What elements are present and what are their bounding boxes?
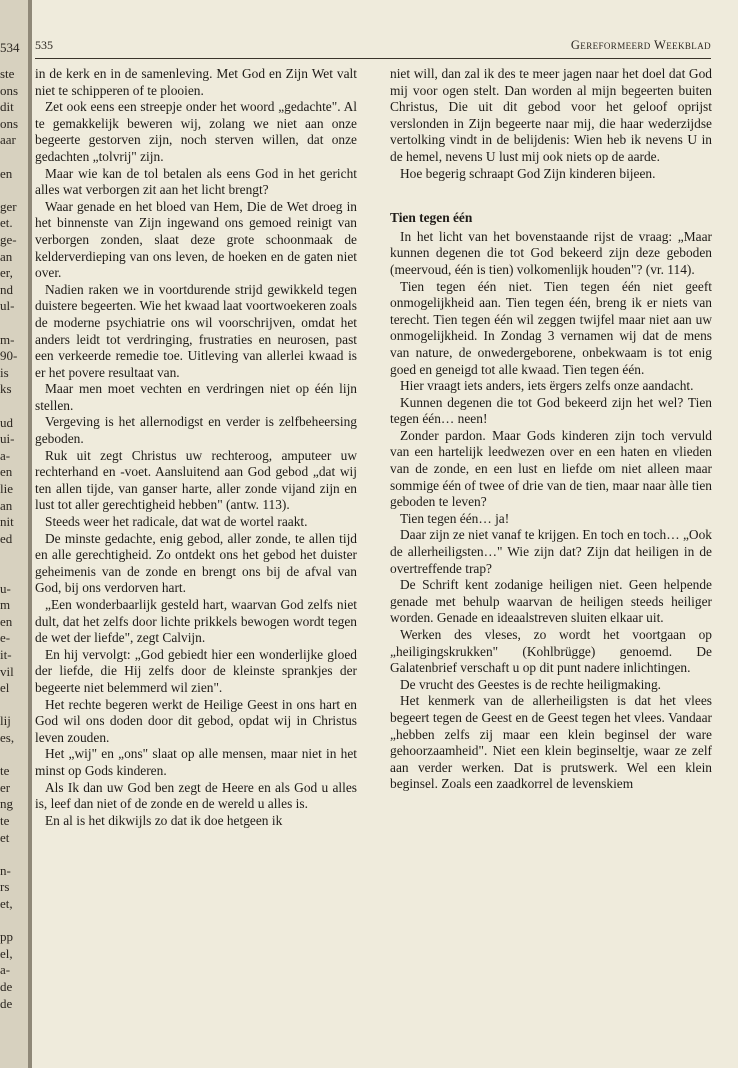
fragment-text: an [0,248,13,264]
fragment-text: de [0,995,13,1011]
fragment-text: is [0,364,9,380]
paragraph: Zonder pardon. Maar Gods kinderen zijn toch vervuld van een hartelijk leedwezen over en een haten en vlieden van de zonde, en een lust en liefde om niet alleen maar sommige één of twee of drie van de tien, maar naar àlle tien geboden te leven? [390,427,712,510]
previous-page-number: 534 [0,40,20,55]
fragment-text: vil [0,663,14,679]
fragment-text: et [0,829,10,845]
fragment-text: ge- [0,232,17,247]
fragment-text: aar [0,132,16,148]
fragment-text: de [0,979,13,994]
fragment-text: n- [0,862,11,878]
fragment-text: rs [0,879,10,895]
paragraph: Werken des vleses, zo wordt het voortgaan op „heiligingskrukken" (Kohlbrügge) genoemd. De Galatenbrief verschaft u op dit punt nadere inlichtingen. [390,627,712,676]
fragment-text: te [0,763,10,779]
paragraph: niet will, dan zal ik des te meer jagen naar het doel dat God mij voor ogen stelt. Dan worden al mijn begeerten buiten Christus, Die uit dit gebod voor het geloof oprijst verslonden in Zijn begeerte naar mij, die haar wederzijdse vertolking vindt in de belijdenis: Wien heb ik nevens U in de hemel, nevens U lust mij ook niets op de aarde. [390,66,712,164]
fragment-text: ste [0,66,15,81]
paragraph: En hij vervolgt: „God gebiedt hier een wonderlijke gloed der liefde, die Hij zelfs door de kleinste sprankjes der begeerte niet belemmerd wil zien". [35,646,357,695]
fragment-text: ui- [0,431,15,447]
fragment-text: 90- [0,348,18,364]
left-column [35,66,357,829]
paragraph: Vergeving is het allernodigst en verder is zelfbeheersing geboden. [35,414,357,447]
fragment-text: en [0,464,13,480]
right-column-intro [390,66,712,182]
fragment-text: a- [0,447,11,463]
paragraph: in de kerk en in de samenleving. Met God en Zijn Wet valt niet te schipperen of te plooien. [35,66,357,98]
paragraph: Tien tegen één… ja! [400,510,510,526]
paragraph: De vrucht des Geestes is de rechte heiligmaking. [400,676,662,692]
fragment-text: pp [0,929,13,945]
fragment-text: ed [0,530,13,546]
paragraph: Zet ook eens een streepje onder het woord „gedachte". Al te gemakkelijk beweren wij, zolang we niet aan onze begeerte gestorven zijn, noch sterven willen, dat onze gedachten „tolvrij" zijn. [35,99,357,164]
fragment-text: te [0,813,10,828]
paragraph: Steeds weer het radicale, dat wat de wortel raakt. [45,514,308,530]
fragment-text: an [0,497,13,513]
right-column [390,66,712,793]
fragment-text: el [0,680,10,696]
fragment-text: ger [0,198,17,214]
fragment-text: dit [0,99,14,115]
fragment-text: ng [0,796,13,812]
paragraph: Het kenmerk van de allerheiligsten is dat het vlees begeert tegen de Geest en de Geest tegen het vlees. Vandaar „hebben zelfs zij maar een klein beginsel der ware gehoorzaamheid". Niet een klein beginseltje, waar ze zelf aan verder werken. Dat is prutswerk. Wel een klein beginsel. Zoals een zaadkorrel de levenskiem [390,693,712,792]
right-column-body [390,229,712,793]
paragraph: Hoe begerig schraapt God Zijn kinderen bijeen. [400,165,656,181]
running-header [35,38,711,56]
fragment-text: lij [0,713,11,729]
header-rule [35,58,711,59]
page [32,0,738,1068]
fragment-text: a- [0,962,11,978]
paragraph: De minste gedachte, enig gebod, aller zonde, te allen tijd en alle gerechtigheid. Zo ontdekt ons het gebod het duister geheimenis van de zonde en brengt ons bij de afval van God, bij ons verdorven hart. [35,530,357,596]
fragment-text: e- [0,630,11,646]
paragraph: Tien tegen één niet. Tien tegen één niet geeft onmogelijkheid aan. Tien tegen één, breng ik er niets van terecht. Tien tegen één wil zeggen twijfel maar niet aan uw onmogelijkheid. In Zondag 3 vernamen wij dat de mens van nature, de onwedergeborene, onbekwaam is tot enig goed en geneigd tot alle kwaad. Tien tegen één. [390,278,712,377]
section-heading: Tien tegen één [390,210,473,226]
paragraph: Als Ik dan uw God ben zegt de Heere en als God u alles is, leef dan niet of de zonde en de wereld u alles is. [35,779,357,812]
publication-title: Gereformeerd Weekblad [570,38,711,52]
page-number: 535 [35,38,53,52]
fragment-text: en [0,613,13,629]
fragment-text: m- [0,331,15,347]
fragment-text: ons [0,82,19,98]
fragment-text: er [0,779,11,795]
paragraph: Daar zijn ze niet vanaf te krijgen. En toch en toch… „Ook de allerheiligsten…" Wie zijn dat? Zijn dat heiligen in de overtreffende trap? [390,527,712,576]
paragraph: Maar men moet vechten en verdringen niet op één lijn stellen. [35,381,357,413]
paragraph: De Schrift kent zodanige heiligen niet. Geen helpende genade met behulp waarvan de heiligen steeds heiliger worden. Genade en ideaalstreven sluiten elkaar uit. [390,577,712,626]
paragraph: In het licht van het bovenstaande rijst de vraag: „Maar kunnen degenen die tot God bekeerd zijn deze geboden (meervoud, één is tien) volkomenlijk houden"? (vr. 114). [390,228,712,277]
fragment-text: nit [0,514,14,530]
paragraph: Het rechte begeren werkt de Heilige Geest in ons hart en God wil ons doden door dit gebod, opdat wij in Christus leven zouden. [35,696,357,745]
fragment-text: ul- [0,298,15,314]
fragment-text: lie [0,481,13,496]
paragraph: Kunnen degenen die tot God bekeerd zijn het wel? Tien tegen één… neen! [390,394,712,427]
fragment-text: el, [0,945,13,961]
paragraph: Maar wie kan de tol betalen als eens God in het gericht alles wat verborgen zit aan het licht brengt? [35,165,357,198]
paragraph: Nadien raken we in voortdurende strijd gewikkeld tegen duistere begeerten. Wie het kwaad laat voortwoekeren zoals de moderne psychiatrie ons wil voorschrijven, omdat het anders leidt tot verdringing, frustraties en neurosen, past een verkeerde remedie toe. Uitleving van allerlei kwaad is er het povere resultaat van. [35,281,357,380]
paragraph: Waar genade en het bloed van Hem, Die de Wet droeg in het binnenste van Zijn ingewand ons gemoed reinigt van verborgen zonden, slaat deze grote schoonmaak de kelderverdieping van ons leven, de hoeken en de gaten niet over. [35,198,357,281]
fragment-text: er, [0,265,13,281]
paragraph: En al is het dikwijls zo dat ik doe hetgeen ik [45,812,283,828]
paragraph: Hier vraagt iets anders, iets ërgers zelfs onze aandacht. [400,378,694,394]
paragraph: „Een wonderbaarlijk gesteld hart, waarvan God zelfs niet dult, dat het zelfs door lichte prikkels bewogen wordt tegen de wet der liefde", zegt Calvijn. [35,597,357,646]
fragment-text: ons [0,115,19,131]
fragment-text: it- [0,647,12,662]
paragraph: Ruk uit zegt Christus uw rechteroog, amputeer uw rechterhand en -voet. Aansluitend aan God gebod „dat wij ten allen tijde, van ganser harte, aller zonde vijand zijn en lust tot aller gerechtigheid hebben" (antw. 113). [35,447,357,513]
fragment-text: en [0,165,13,181]
paragraph: Het „wij" en „ons" slaat op alle mensen, maar niet in het minst op Gods kinderen. [35,746,357,778]
fragment-text: et, [0,896,13,911]
fragment-text: es, [0,730,15,745]
fragment-text: u- [0,580,11,596]
fragment-text: m [0,597,11,613]
fragment-text: nd [0,281,13,297]
previous-page-strip [0,0,28,1068]
fragment-text: et. [0,215,13,231]
fragment-text: ud [0,414,13,430]
fragment-text: ks [0,381,12,397]
